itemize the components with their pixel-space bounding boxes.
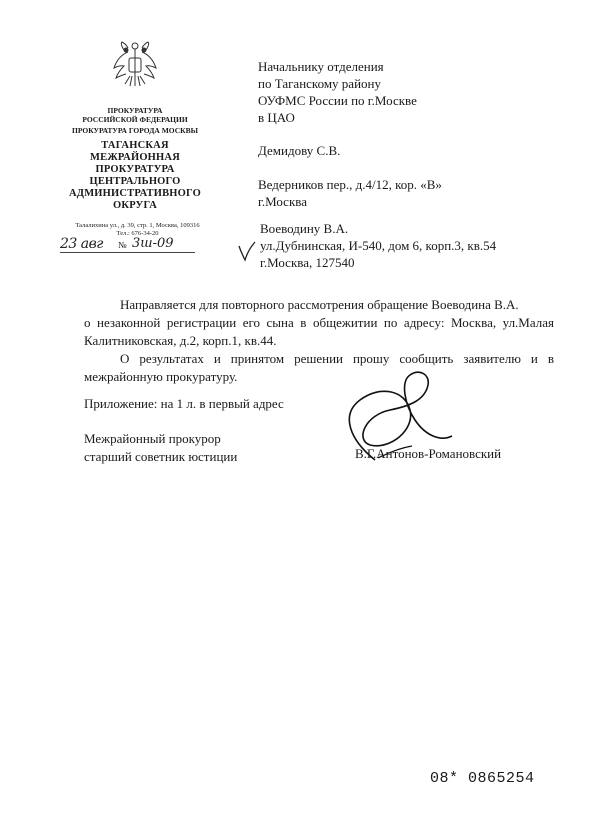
body-paragraph-1 <box>84 296 554 350</box>
office-line: ЦЕНТРАЛЬНОГО <box>89 176 181 187</box>
paragraph-2-text: О результатах и принятом решении прошу сообщить заявителю и в межрайонную прокуратуру. <box>84 351 554 384</box>
addressee-line: ОУФМС России по г.Москве <box>258 93 417 108</box>
handwritten-number: 3ш-09 <box>132 236 174 251</box>
signer-title-line-1: Межрайонный прокурор <box>84 431 221 446</box>
addressee-block-4 <box>260 220 496 271</box>
addressee-line: г.Москва, 127540 <box>260 255 355 270</box>
phone-line: Тел.: 676-34-20 <box>116 230 159 237</box>
org-line-1: ПРОКУРАТУРА <box>107 106 163 115</box>
org-line-2: РОССИЙСКОЙ ФЕДЕРАЦИИ <box>82 115 188 124</box>
signer-title <box>84 430 237 466</box>
addressee-line: Демидову С.В. <box>258 143 341 158</box>
addressee-block-1 <box>258 58 417 126</box>
addressee-line: Воеводину В.А. <box>260 221 349 236</box>
handwritten-check-mark-icon <box>236 240 258 262</box>
addressee-block-2 <box>258 142 340 159</box>
handwritten-date: 23 авг <box>60 236 103 252</box>
paragraph-1-rest: о незаконной регистрации его сына в общежитии по адресу: Москва, ул.Малая Калитниковская, д.2, корп.1, кв.44. <box>84 315 554 348</box>
addressee-line: в ЦАО <box>258 110 295 125</box>
office-line: АДМИНИСТРАТИВНОГО <box>68 188 202 199</box>
addressee-line: Начальнику отделения <box>258 59 384 74</box>
attachment-note: Приложение: на 1 л. в первый адрес <box>84 396 284 411</box>
office-line: ПРОКУРАТУРА <box>95 164 175 175</box>
paragraph-1-first-line: Направляется для повторного рассмотрения обращение Воеводина В.А. <box>120 297 519 312</box>
letterhead-org <box>60 106 210 124</box>
number-label: № <box>118 240 127 250</box>
office-line: ТАГАНСКАЯ <box>101 140 169 151</box>
signer-title-line-2: старший советник юстиции <box>84 449 238 464</box>
addressee-line: Ведерников пер., д.4/12, кор. «В» <box>258 177 442 192</box>
office-line: ОКРУГА <box>113 200 157 211</box>
address-line: Талалихина ул., д. 39, стр. 1, Москва, 109316 <box>75 222 200 229</box>
date-number-underline <box>60 252 195 253</box>
org-line-3: ПРОКУРАТУРА ГОРОДА МОСКВЫ <box>72 126 198 135</box>
addressee-line: ул.Дубнинская, И-540, дом 6, корп.3, кв.54 <box>260 238 497 253</box>
addressee-line: г.Москва <box>258 194 307 209</box>
body-paragraph-2 <box>84 350 554 386</box>
addressee-block-3 <box>258 176 442 210</box>
letterhead-office <box>60 140 210 212</box>
office-line: МЕЖРАЙОННАЯ <box>90 152 180 163</box>
addressee-line: по Таганскому району <box>258 76 381 91</box>
double-headed-eagle-emblem-icon <box>112 40 158 90</box>
signer-name: В.Г.Антонов-Романовский <box>355 446 502 461</box>
serial-number: 08* 0865254 <box>430 770 535 787</box>
letterhead-city-org <box>60 126 210 135</box>
